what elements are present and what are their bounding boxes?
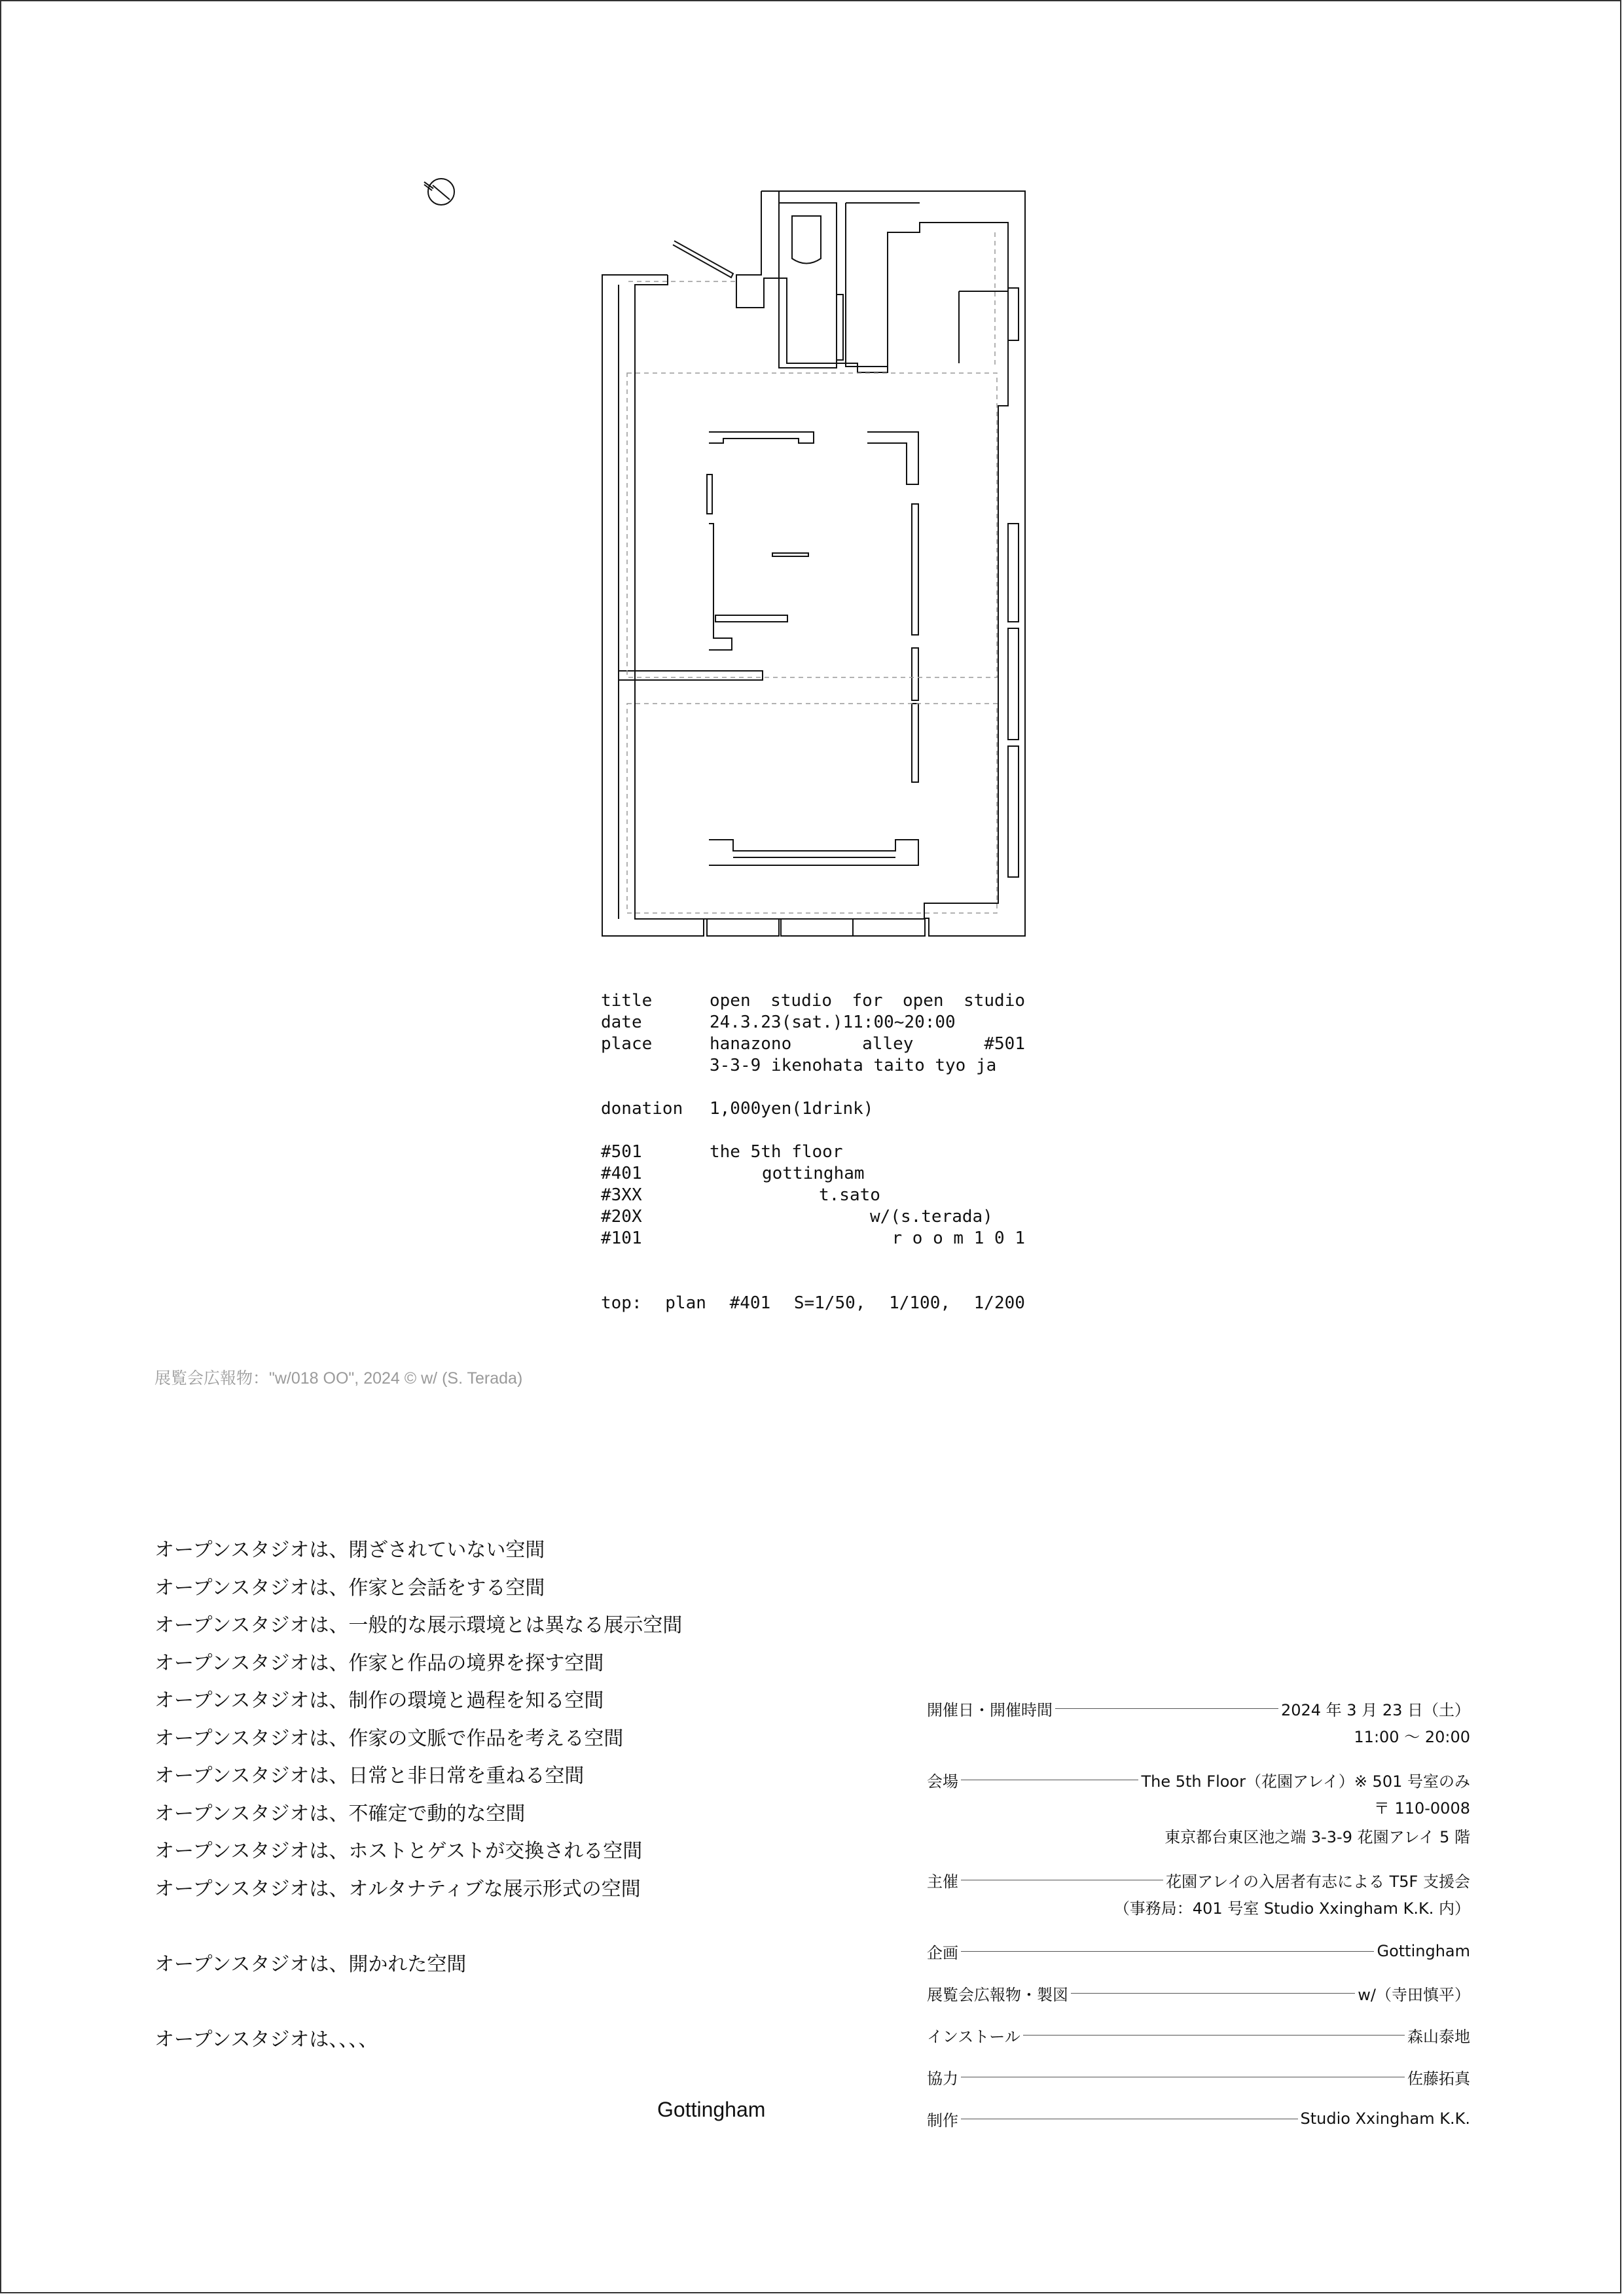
spec-title-word: studio xyxy=(770,991,833,1011)
statement-line: オープンスタジオは、制作の環境と過程を知る空間 xyxy=(154,1689,604,1712)
event-info-table xyxy=(927,1694,1470,2133)
floor-plan-drawing xyxy=(0,0,1624,982)
info-time-value: 11:00 〜 20:00 xyxy=(1354,1728,1470,1746)
spec-date-value: 24.3.23(sat.)11:00~20:00 xyxy=(710,1013,956,1032)
spec-date-key: date xyxy=(601,1013,642,1032)
info-pr-value: w/（寺田慎平） xyxy=(1358,1985,1470,2004)
spec-room-value: w/(s.terada) xyxy=(870,1207,993,1227)
spec-title-key: title xyxy=(601,991,653,1011)
event-spec-block xyxy=(601,990,1025,1314)
info-host-value: 花園アレイの入居者有志による T5F 支援会 xyxy=(1166,1872,1470,1891)
info-install-key: インストール xyxy=(927,2027,1020,2046)
spec-place-word: hanazono xyxy=(710,1034,792,1054)
spec-title-value xyxy=(710,990,1025,1012)
spec-place-row-2 xyxy=(601,1055,1025,1077)
spec-title-word: open xyxy=(902,991,944,1011)
info-pr-row xyxy=(927,1979,1470,2007)
info-venue-block xyxy=(927,1765,1470,1852)
spec-room-row xyxy=(601,1206,1025,1228)
statement-line: オープンスタジオは、一般的な展示環境とは異なる展示空間 xyxy=(154,1614,683,1637)
spec-top-note-word: plan xyxy=(665,1293,706,1313)
info-host-office: （事務局：401 号室 Studio Xxingham K.K. 内） xyxy=(1113,1899,1470,1918)
plan-dashed-outlines xyxy=(627,232,997,913)
statement-line: オープンスタジオは、作家の文脈で作品を考える空間 xyxy=(154,1727,624,1750)
spec-top-note xyxy=(601,1293,1025,1314)
spec-place-word: alley xyxy=(862,1034,914,1054)
info-address: 東京都台東区池之端 3-3-9 花園アレイ 5 階 xyxy=(1164,1828,1470,1846)
spec-top-note-word: #401 xyxy=(729,1293,771,1313)
spec-room-key: #3XX xyxy=(601,1185,642,1205)
info-pr-key: 展覧会広報物・製図 xyxy=(927,1985,1068,2004)
north-arrow-icon xyxy=(424,179,454,205)
info-prod-row xyxy=(927,2104,1470,2133)
info-install-row xyxy=(927,2020,1470,2049)
spec-room-row xyxy=(601,1163,1025,1185)
spec-room-row xyxy=(601,1185,1025,1206)
info-prod-value: Studio Xxingham K.K. xyxy=(1300,2109,1470,2128)
artwork-credit: 展覧会広報物："w/018 OO", 2024 © w/ (S. Terada) xyxy=(154,1369,523,1388)
leader-rule xyxy=(961,1951,1374,1952)
info-coop-key: 協力 xyxy=(927,2069,958,2088)
statement-line: オープンスタジオは、不確定で動的な空間 xyxy=(154,1802,526,1825)
spec-room-value: the 5th floor xyxy=(710,1142,843,1162)
spec-room-key: #401 xyxy=(601,1164,642,1183)
statement-line: オープンスタジオは、作家と会話をする空間 xyxy=(154,1576,545,1600)
spec-room-value: t.sato xyxy=(819,1185,880,1205)
info-coop-value: 佐藤拓真 xyxy=(1407,2069,1470,2088)
info-venue-value: The 5th Floor（花園アレイ）※ 501 号室のみ xyxy=(1141,1772,1470,1791)
leader-rule xyxy=(1023,2035,1405,2036)
spec-top-note-word: 1/100, xyxy=(889,1293,950,1313)
spec-room-key: #501 xyxy=(601,1142,642,1162)
spec-donation-value: 1,000yen(1drink) xyxy=(710,1099,874,1119)
spec-place-value xyxy=(710,1033,1025,1055)
statement-line: オープンスタジオは、作家と作品の境界を探す空間 xyxy=(154,1651,604,1675)
spec-donation-key: donation xyxy=(601,1099,683,1119)
spec-place-key: place xyxy=(601,1034,653,1054)
leader-rule xyxy=(1071,1993,1355,1994)
info-install-value: 森山泰地 xyxy=(1407,2027,1470,2046)
info-postal-code: 〒 110-0008 xyxy=(1373,1799,1470,1818)
spec-title-word: for xyxy=(852,991,883,1011)
info-plan-key: 企画 xyxy=(927,1943,958,1962)
info-plan-row xyxy=(927,1937,1470,1965)
spec-top-note-word: S=1/50, xyxy=(793,1293,866,1313)
spec-place-row xyxy=(601,1033,1025,1055)
info-venue-key: 会場 xyxy=(927,1772,958,1791)
info-date-value: 2024 年 3 月 23 日（土） xyxy=(1280,1700,1470,1719)
spec-room-row xyxy=(601,1141,1025,1163)
info-host-block xyxy=(927,1865,1470,1923)
spec-top-note-word: 1/200 xyxy=(973,1293,1025,1313)
info-date-block xyxy=(927,1694,1470,1751)
spec-title-row xyxy=(601,990,1025,1012)
statement-end: オープンスタジオは、、、、 xyxy=(154,2028,378,2051)
spec-room-key: #101 xyxy=(601,1229,642,1248)
spec-room-row xyxy=(601,1228,1025,1249)
info-plan-value: Gottingham xyxy=(1377,1942,1470,1960)
statement-line: オープンスタジオは、閉ざされていない空間 xyxy=(154,1539,545,1562)
statement-line: オープンスタジオは、日常と非日常を重ねる空間 xyxy=(154,1765,585,1787)
spec-address-value: 3-3-9 ikenohata taito tyo ja xyxy=(710,1056,997,1075)
spec-room-value: gottingham xyxy=(762,1164,865,1183)
spec-title-word: open xyxy=(710,991,751,1011)
spec-title-word: studio xyxy=(964,991,1025,1011)
info-coop-row xyxy=(927,2062,1470,2091)
spec-top-note-word: top: xyxy=(601,1293,642,1313)
spec-room-key: #20X xyxy=(601,1207,642,1227)
spec-place-word: #501 xyxy=(984,1034,1025,1054)
statement-line: オープンスタジオは、ホストとゲストが交換される空間 xyxy=(154,1840,643,1863)
spec-room-value: r o o m 1 0 1 xyxy=(892,1229,1025,1248)
plan-walls xyxy=(602,191,1025,936)
statement-list xyxy=(154,1532,682,2058)
leader-rule xyxy=(1055,1708,1278,1709)
statement-line: オープンスタジオは、オルタナティブな展示形式の空間 xyxy=(154,1877,641,1901)
info-host-key: 主催 xyxy=(927,1872,958,1891)
spec-donation-row xyxy=(601,1098,1025,1120)
statement-open: オープンスタジオは、開かれた空間 xyxy=(154,1952,467,1976)
spec-date-row xyxy=(601,1012,1025,1033)
info-date-key: 開催日・開催時間 xyxy=(927,1700,1053,1719)
organizer-brand: Gottingham xyxy=(657,2098,766,2121)
info-prod-key: 制作 xyxy=(927,2111,958,2130)
